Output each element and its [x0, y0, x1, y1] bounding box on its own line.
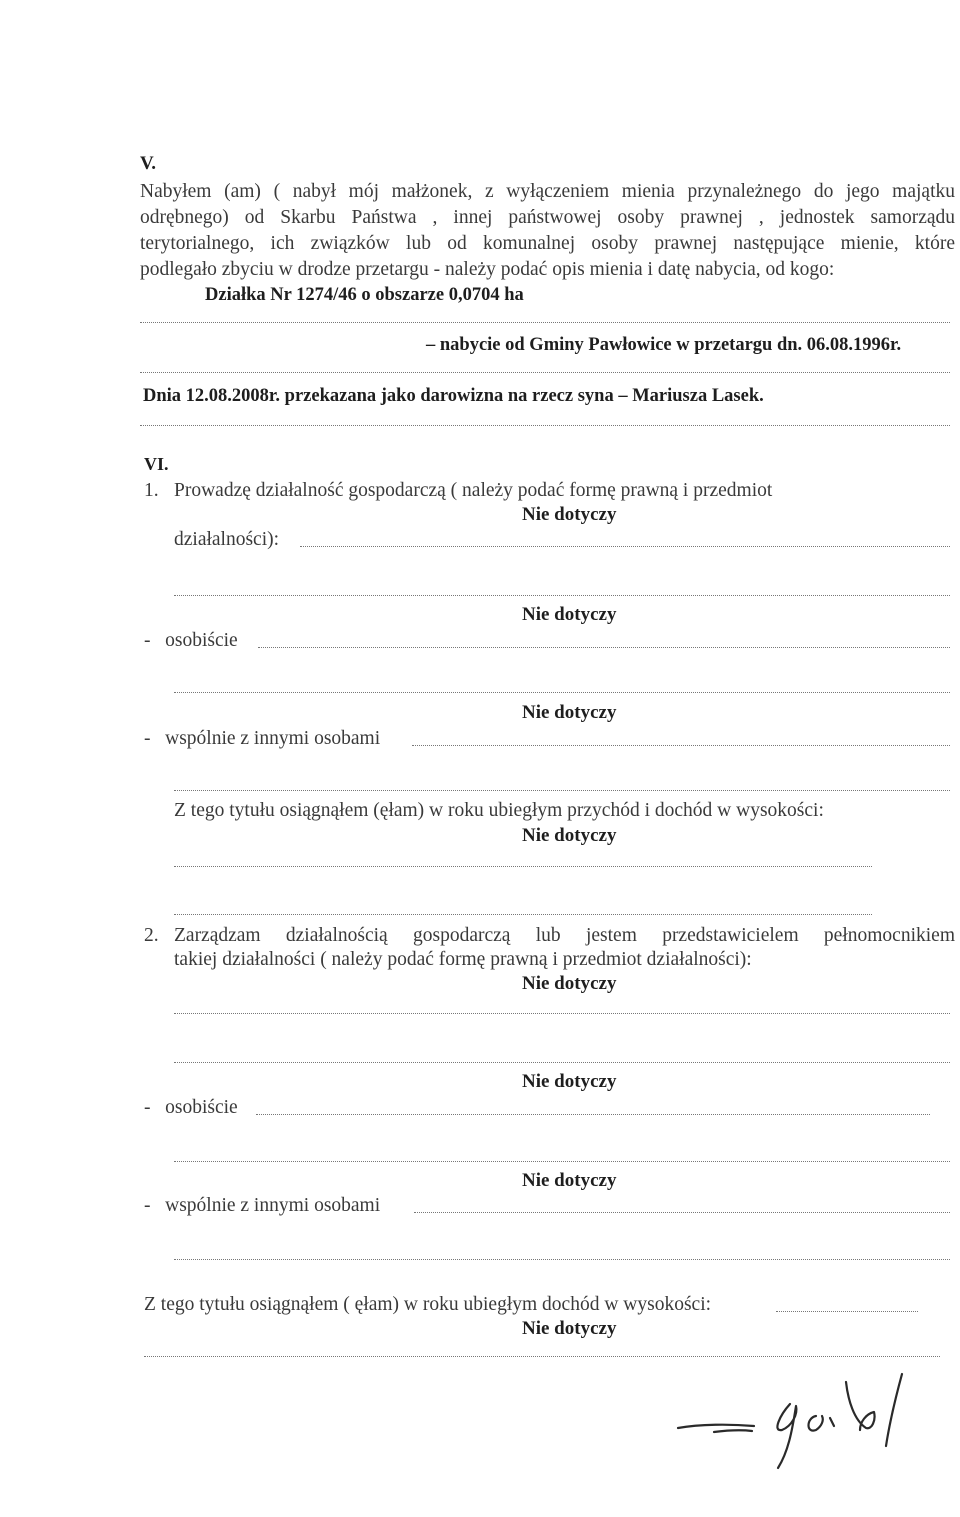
dotted-line — [776, 1311, 918, 1312]
section-v-heading: V. — [140, 153, 157, 174]
item-2-text-line-1: Zarządzam działalnością gospodarczą lub jestem przedstawicielem pełnomocnikiem — [174, 925, 955, 946]
dotted-line — [174, 1161, 950, 1162]
dotted-line — [174, 1259, 950, 1260]
item-1-answer-income: Nie dotyczy — [522, 825, 617, 846]
dotted-line — [174, 595, 950, 596]
item-1-number: 1. — [144, 480, 159, 501]
item-1-answer-personal: Nie dotyczy — [522, 604, 617, 625]
section-v-text-line-3: terytorialnego, ich związków lub od komunalnej osoby prawnej następujące mienie, które — [140, 233, 955, 254]
dotted-line — [412, 745, 950, 746]
item-2-answer-form: Nie dotyczy — [522, 973, 617, 994]
dotted-line — [174, 1013, 950, 1014]
dotted-line — [174, 866, 872, 867]
item-1-answer-joint: Nie dotyczy — [522, 702, 617, 723]
item-1-text-line-1: Prowadzę działalność gospodarczą ( należy podać formę prawną i przedmiot — [174, 480, 773, 501]
item-1-answer-form: Nie dotyczy — [522, 504, 617, 525]
section-v-text-line-2: odrębnego) od Skarbu Państwa , innej państwowej osoby prawnej , jednostek samorządu — [140, 207, 955, 228]
property-description: Działka Nr 1274/46 o obszarze 0,0704 ha — [205, 285, 524, 305]
item-2-number: 2. — [144, 925, 159, 946]
dotted-line — [174, 790, 950, 791]
item-2-personal-label: - osobiście — [144, 1097, 238, 1118]
dotted-line — [256, 1114, 930, 1115]
dotted-line — [140, 425, 950, 426]
item-1-personal-label: - osobiście — [144, 630, 238, 651]
dotted-line — [144, 1356, 940, 1357]
item-2-answer-personal: Nie dotyczy — [522, 1071, 617, 1092]
property-acquisition: – nabycie od Gminy Pawłowice w przetargu dn. 06.08.1996r. — [426, 335, 902, 355]
item-1-joint-label: - wspólnie z innymi osobami — [144, 728, 381, 749]
item-2-answer-joint: Nie dotyczy — [522, 1170, 617, 1191]
item-2-joint-label: - wspólnie z innymi osobami — [144, 1195, 381, 1216]
item-2-income-label: Z tego tytułu osiągnąłem ( ęłam) w roku ubiegłym dochód w wysokości: — [144, 1294, 712, 1315]
dotted-line — [174, 914, 872, 915]
item-2-text-line-2: takiej działalności ( należy podać formę prawną i przedmiot działalności): — [174, 949, 752, 970]
section-vi-heading: VI. — [144, 454, 169, 474]
dotted-line — [174, 692, 950, 693]
handwritten-signature-icon — [670, 1360, 920, 1475]
dotted-line — [300, 546, 950, 547]
item-1-income-label: Z tego tytułu osiągnąłem (ęłam) w roku ubiegłym przychód i dochód w wysokości: — [174, 800, 824, 821]
dotted-line — [258, 647, 950, 648]
property-donation: Dnia 12.08.2008r. przekazana jako darowizna na rzecz syna – Mariusza Lasek. — [143, 386, 764, 406]
dotted-line — [414, 1212, 950, 1213]
dotted-line — [140, 372, 950, 373]
section-v-text-line-4: podlegało zbyciu w drodze przetargu - należy podać opis mienia i datę nabycia, od kogo: — [140, 259, 835, 280]
item-1-text-line-2: działalności): — [174, 529, 280, 550]
dotted-line — [140, 322, 950, 323]
dotted-line — [174, 1062, 950, 1063]
section-v-text-line-1: Nabyłem (am) ( nabył mój małżonek, z wyłączeniem mienia przynależnego do jego majątku — [140, 181, 955, 202]
item-2-answer-income: Nie dotyczy — [522, 1318, 617, 1339]
